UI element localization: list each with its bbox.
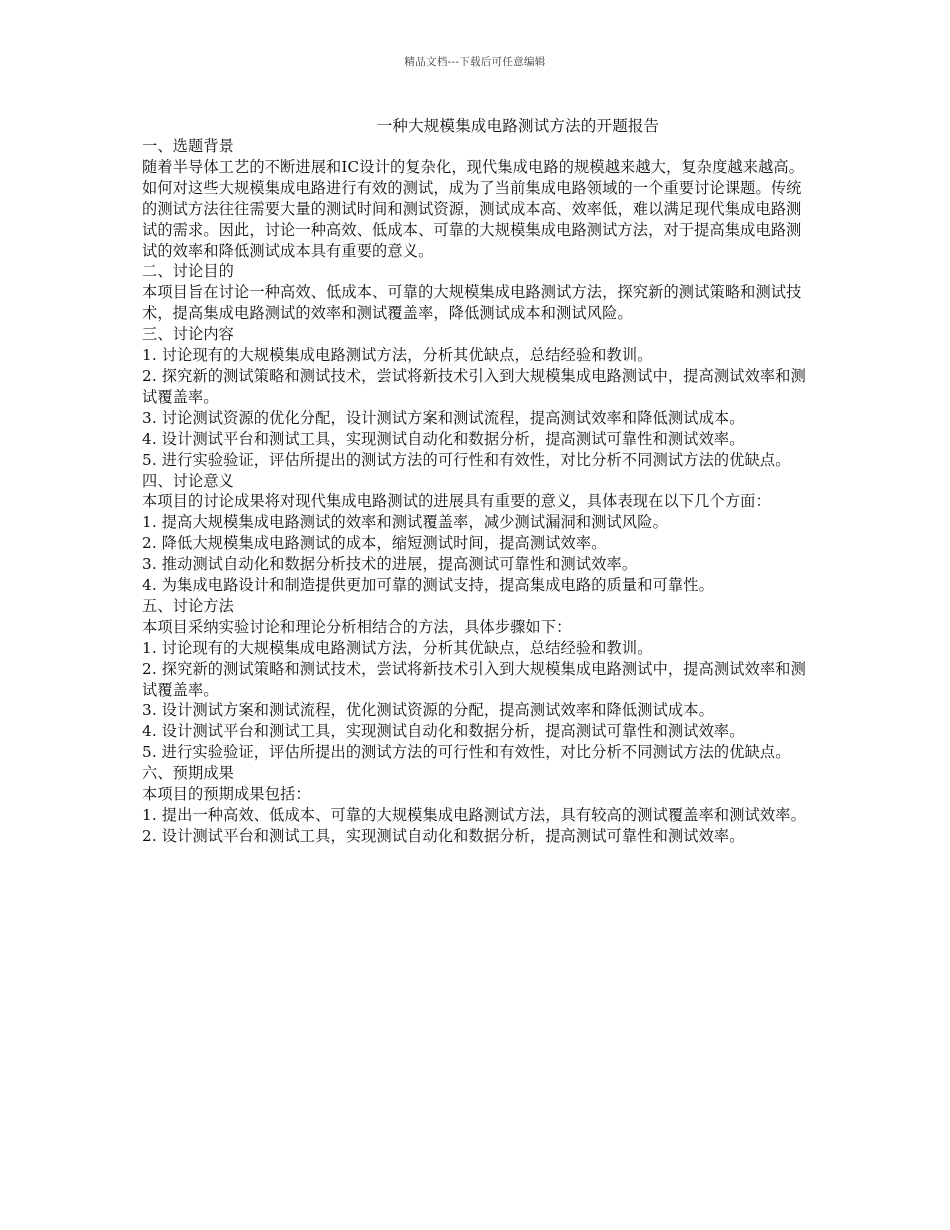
- list-item: 2. 探究新的测试策略和测试技术，尝试将新技术引入到大规模集成电路测试中，提高测试效率和测试覆盖率。: [142, 659, 806, 699]
- list-item: 3. 推动测试自动化和数据分析技术的进展，提高测试可靠性和测试效率。: [142, 555, 638, 574]
- section-heading: 二、讨论目的: [142, 262, 235, 281]
- list-item: 2. 降低大规模集成电路测试的成本，缩短测试时间，提高测试效率。: [142, 534, 607, 553]
- document-title: 一种大规模集成电路测试方法的开题报告: [376, 117, 660, 135]
- list-item: 1. 讨论现有的大规模集成电路测试方法，分析其优缺点，总结经验和教训。: [142, 638, 653, 657]
- list-item: 4. 设计测试平台和测试工具，实现测试自动化和数据分析，提高测试可靠性和测试效率。: [142, 722, 745, 741]
- section-heading: 三、讨论内容: [142, 325, 235, 344]
- section-paragraph: 随着半导体工艺的不断进展和IC设计的复杂化，现代集成电路的规模越来越大，复杂度越来越高。如何对这些大规模集成电路进行有效的测试，成为了当前集成电路领域的一个重要讨论课题。传统的测试方法往往需要大量的测试时间和测试资源，测试成本高、效率低，难以满足现代集成电路测试的需求。因此，讨论一种高效、低成本、可靠的大规模集成电路测试方法，对于提高集成电路测试的效率和降低测试成本具有重要的意义。: [142, 157, 805, 260]
- list-item: 3. 设计测试方案和测试流程，优化测试资源的分配，提高测试效率和降低测试成本。: [142, 701, 714, 720]
- section-paragraph: 本项目的预期成果包括：: [142, 785, 311, 804]
- list-item: 4. 为集成电路设计和制造提供更加可靠的测试支持，提高集成电路的质量和可靠性。: [142, 576, 714, 595]
- list-item: 2. 探究新的测试策略和测试技术，尝试将新技术引入到大规模集成电路测试中，提高测试效率和测试覆盖率。: [142, 366, 806, 406]
- section-paragraph: 本项目采纳实验讨论和理论分析相结合的方法，具体步骤如下：: [142, 617, 572, 636]
- list-item: 1. 提出一种高效、低成本、可靠的大规模集成电路测试方法，具有较高的测试覆盖率和测试效率。: [142, 806, 806, 824]
- document-body: [142, 136, 812, 847]
- list-item: 3. 讨论测试资源的优化分配，设计测试方案和测试流程，提高测试效率和降低测试成本。: [142, 408, 745, 427]
- section-heading: 五、讨论方法: [142, 596, 235, 615]
- header-note: 精品文档---下载后可任意编辑: [404, 56, 546, 68]
- list-item: 4. 设计测试平台和测试工具，实现测试自动化和数据分析，提高测试可靠性和测试效率。: [142, 429, 745, 448]
- section-paragraph: 本项目旨在讨论一种高效、低成本、可靠的大规模集成电路测试方法，探究新的测试策略和测试技术，提高集成电路测试的效率和测试覆盖率，降低测试成本和测试风险。: [142, 283, 802, 323]
- section-paragraph: 本项目的讨论成果将对现代集成电路测试的进展具有重要的意义，具体表现在以下几个方面：: [142, 492, 771, 511]
- list-item: 1. 提高大规模集成电路测试的效率和测试覆盖率，减少测试漏洞和测试风险。: [142, 513, 668, 532]
- list-item: 5. 进行实验验证，评估所提出的测试方法的可行性和有效性，对比分析不同测试方法的优缺点。: [142, 450, 791, 469]
- list-item: 2. 设计测试平台和测试工具，实现测试自动化和数据分析，提高测试可靠性和测试效率。: [142, 826, 745, 845]
- list-item: 5. 进行实验验证，评估所提出的测试方法的可行性和有效性，对比分析不同测试方法的优缺点。: [142, 743, 791, 762]
- section-heading: 四、讨论意义: [142, 471, 235, 490]
- section-heading: 一、选题背景: [142, 137, 235, 155]
- section-heading: 六、预期成果: [142, 764, 235, 783]
- list-item: 1. 讨论现有的大规模集成电路测试方法，分析其优缺点，总结经验和教训。: [142, 346, 653, 365]
